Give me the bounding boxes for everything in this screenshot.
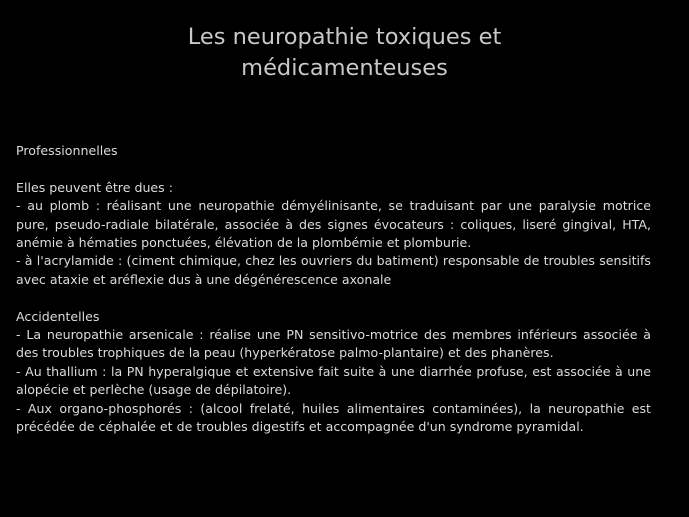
list-item-organo-phosphores: - Aux organo-phosphorés : (alcool frelaté, huiles alimentaires contaminées), la neuropathie est précédée de céphalée et de troubles digestifs et accompagnée d'un syndrome pyramidal. <box>16 400 651 435</box>
title-line-1: Les neuropathie toxiques et <box>187 24 502 50</box>
list-item-acrylamide: - à l'acrylamide : (ciment chimique, chez les ouvriers du batiment) responsable de troubles sensitifs avec ataxie et aréflexie dus à une dégénérescence axonale <box>16 253 651 287</box>
section-heading-accidentelles: Accidentelles <box>16 308 100 324</box>
section-heading-professionnelles: Professionnelles <box>16 143 118 158</box>
list-item-plomb: - au plomb : réalisant une neuropathie démyélinisante, se traduisant par une paralysie motrice pure, pseudo-radiale bilatérale, associée à des signes évocateurs : coliques, liseré gingival, HTA, anémie à hématies ponctuées, élévation de la plombémie et plomburie. <box>16 198 651 251</box>
slide-body <box>16 142 651 436</box>
slide-title <box>0 22 689 84</box>
list-item-arsenic: - La neuropathie arsenicale : réalise une PN sensitivo-motrice des membres inférieurs associée à des troubles trophiques de la peau (hyperkératose palmo-plantaire) et des phanères. <box>16 327 651 361</box>
list-item-thallium: - Au thallium : la PN hyperalgique et extensive fait suite à une diarrhée profuse, est associée à une alopécie et perlèche (usage de dépilatoire). <box>16 363 651 398</box>
section-intro: Elles peuvent être dues : <box>16 179 173 195</box>
spacer <box>16 160 651 178</box>
spacer <box>16 289 651 307</box>
title-line-2: médicamenteuses <box>241 55 448 81</box>
